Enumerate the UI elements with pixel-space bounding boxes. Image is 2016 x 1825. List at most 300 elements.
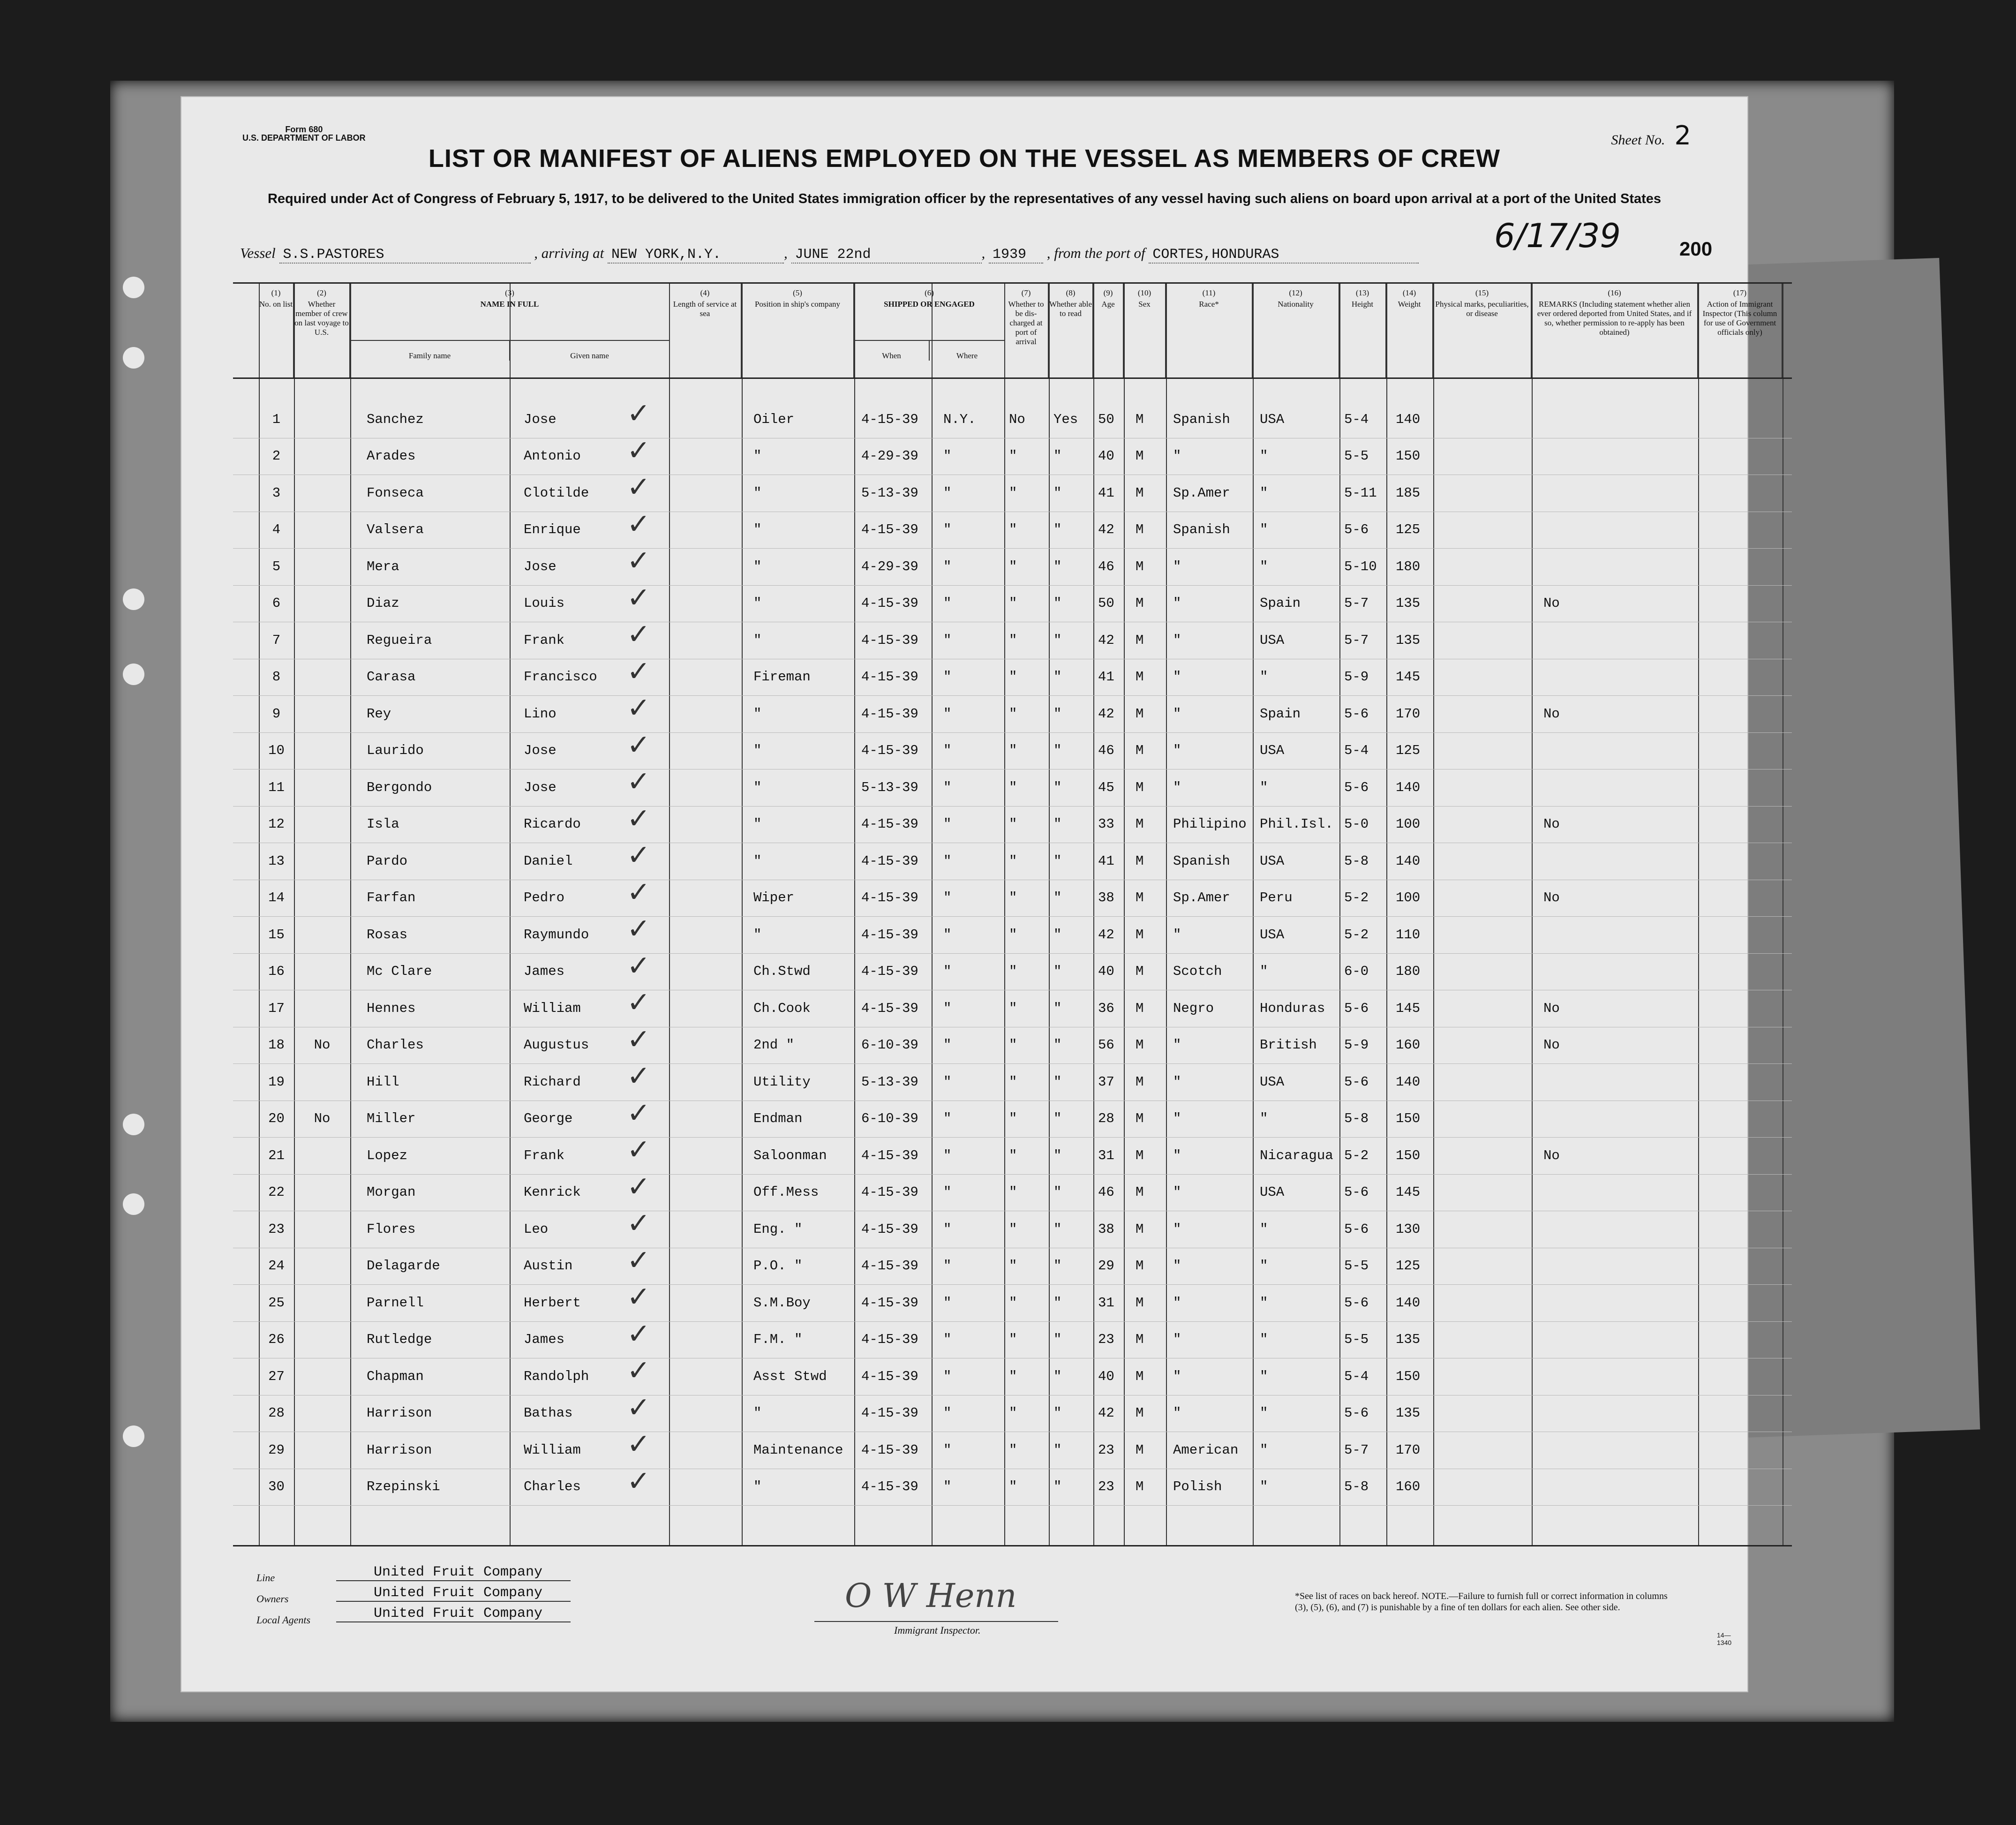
position: P.O. " (753, 1258, 803, 1274)
position: " (753, 927, 762, 943)
discharged: " (1009, 816, 1017, 832)
height: 5-6 (1344, 1184, 1369, 1200)
sex: M (1136, 1442, 1144, 1458)
position: 2nd " (753, 1037, 795, 1053)
family-name: Harrison (367, 1405, 432, 1421)
sex: M (1136, 890, 1144, 906)
discharged: " (1009, 890, 1017, 906)
family-name: Fonseca (367, 485, 424, 501)
able-to-read: " (1053, 779, 1062, 795)
engaged-when: 4-15-39 (861, 706, 918, 722)
remarks: No (1543, 1037, 1560, 1053)
age: 29 (1098, 1258, 1114, 1274)
prev-voyage (294, 1137, 350, 1174)
nationality: " (1260, 964, 1268, 980)
weight: 140 (1396, 853, 1421, 869)
column-header (1093, 284, 1124, 377)
able-to-read: Yes (1053, 411, 1078, 427)
weight: 185 (1396, 485, 1421, 501)
family-name: Isla (367, 816, 399, 832)
sex: M (1136, 816, 1144, 832)
column-label: Race* (1199, 300, 1219, 309)
able-to-read: " (1053, 1258, 1062, 1274)
engaged-when: 4-15-39 (861, 1184, 918, 1200)
table-row (233, 471, 1792, 512)
sex: M (1136, 1479, 1144, 1495)
family-name: Valsera (367, 522, 424, 538)
height: 5-6 (1344, 706, 1369, 722)
column-label: Height (1351, 300, 1374, 309)
prev-voyage (294, 401, 350, 438)
column-label: Position in ship's company (754, 300, 841, 309)
column-label: SHIPPED OR ENGAGED (884, 300, 975, 309)
discharged: " (1009, 448, 1017, 464)
able-to-read: " (1053, 1000, 1062, 1016)
race: " (1173, 1258, 1181, 1274)
column-header (350, 284, 669, 377)
check-mark-icon: ✓ (627, 765, 651, 798)
able-to-read: " (1053, 1479, 1062, 1495)
prev-voyage (294, 659, 350, 696)
prev-voyage (294, 1432, 350, 1469)
given-name: Clotilde (524, 485, 589, 501)
prev-voyage (294, 769, 350, 806)
family-name: Flores (367, 1221, 416, 1237)
discharged: " (1009, 1184, 1017, 1200)
age: 38 (1098, 1221, 1114, 1237)
discharged: " (1009, 1000, 1017, 1016)
family-name: Laurido (367, 743, 424, 759)
column-label: No. on list (259, 300, 293, 309)
binder-hole (123, 1425, 144, 1447)
row-number: 27 (268, 1368, 285, 1384)
age: 41 (1098, 669, 1114, 685)
remarks (1532, 659, 1698, 696)
engaged-when: 4-29-39 (861, 558, 918, 574)
sex: M (1136, 632, 1144, 648)
engaged-where: " (943, 853, 952, 869)
engaged-where: " (943, 927, 952, 943)
discharged: " (1009, 1368, 1017, 1384)
row-number: 30 (268, 1479, 285, 1495)
remarks (1532, 438, 1698, 475)
column-header (1433, 284, 1532, 377)
arrival-year: 1939 (989, 247, 1043, 264)
height: 5-6 (1344, 1074, 1369, 1090)
row-number: 9 (272, 706, 281, 722)
height: 5-5 (1344, 1258, 1369, 1274)
race: Spanish (1173, 853, 1230, 869)
remarks (1532, 622, 1698, 659)
row-number: 4 (272, 522, 281, 538)
discharged: " (1009, 1332, 1017, 1348)
engaged-where: " (943, 706, 952, 722)
height: 5-4 (1344, 1368, 1369, 1384)
age: 40 (1098, 448, 1114, 464)
discharged: " (1009, 596, 1017, 611)
position: " (753, 485, 762, 501)
weight: 125 (1396, 1258, 1421, 1274)
position: " (753, 816, 762, 832)
check-mark-icon: ✓ (627, 692, 651, 724)
sex: M (1136, 1111, 1144, 1127)
nationality: USA (1260, 853, 1285, 869)
column-number: (1) (271, 288, 281, 297)
prev-voyage (294, 1395, 350, 1432)
column-number: (16) (1608, 288, 1621, 297)
nationality: Spain (1260, 706, 1301, 722)
height: 5-9 (1344, 669, 1369, 685)
departure-port: CORTES,HONDURAS (1149, 247, 1419, 264)
given-name: Randolph (524, 1368, 589, 1384)
nationality: " (1260, 669, 1268, 685)
race: Sp.Amer (1173, 485, 1230, 501)
column-number: (6) (925, 288, 934, 297)
row-number: 23 (268, 1221, 285, 1237)
race: " (1173, 743, 1181, 759)
able-to-read: " (1053, 1184, 1062, 1200)
able-to-read: " (1053, 1074, 1062, 1090)
engaged-when: 4-15-39 (861, 927, 918, 943)
check-mark-icon: ✓ (627, 1464, 651, 1498)
race: Spanish (1173, 522, 1230, 538)
sex: M (1136, 927, 1144, 943)
nationality: " (1260, 1295, 1268, 1311)
given-name: Kenrick (524, 1184, 581, 1200)
sex: M (1136, 853, 1144, 869)
position: " (753, 558, 762, 574)
family-name: Chapman (367, 1368, 424, 1384)
prev-voyage (294, 953, 350, 990)
column-header (1124, 284, 1166, 377)
prev-voyage (294, 1174, 350, 1211)
height: 6-0 (1344, 964, 1369, 980)
remarks (1532, 769, 1698, 806)
engaged-where: " (943, 448, 952, 464)
height: 5-7 (1344, 632, 1369, 648)
height: 5-0 (1344, 816, 1369, 832)
column-header (742, 284, 854, 377)
engaged-when: 4-15-39 (861, 1221, 918, 1237)
given-name: William (524, 1000, 581, 1016)
able-to-read: " (1053, 706, 1062, 722)
height: 5-7 (1344, 596, 1369, 611)
column-header (1166, 284, 1253, 377)
race: Polish (1173, 1479, 1222, 1495)
column-label: NAME IN FULL (480, 300, 539, 309)
weight: 140 (1396, 411, 1421, 427)
nationality: " (1260, 1368, 1268, 1384)
check-mark-icon: ✓ (627, 1207, 651, 1240)
table-row (233, 875, 1792, 917)
check-mark-icon: ✓ (627, 581, 651, 614)
column-number: (9) (1103, 288, 1113, 297)
sex: M (1136, 448, 1144, 464)
nationality: " (1260, 1221, 1268, 1237)
able-to-read: " (1053, 485, 1062, 501)
given-name: Pedro (524, 890, 565, 906)
able-to-read: " (1053, 1295, 1062, 1311)
position: " (753, 1479, 762, 1495)
engaged-where: " (943, 1442, 952, 1458)
sex: M (1136, 411, 1144, 427)
position: " (753, 743, 762, 759)
sheet-number: Sheet No. 2 (1611, 121, 1691, 151)
race: " (1173, 1295, 1181, 1311)
check-mark-icon: ✓ (627, 839, 651, 872)
height: 5-2 (1344, 927, 1369, 943)
age: 40 (1098, 1368, 1114, 1384)
engaged-when: 4-15-39 (861, 411, 918, 427)
agents-label: Local Agents (256, 1614, 311, 1626)
height: 5-11 (1344, 485, 1377, 501)
engaged-where: " (943, 1258, 952, 1274)
engaged-where: " (943, 1295, 952, 1311)
column-number: (4) (700, 288, 710, 297)
prev-voyage (294, 585, 350, 622)
family-name: Pardo (367, 853, 408, 869)
weight: 160 (1396, 1037, 1421, 1053)
sex: M (1136, 779, 1144, 795)
column-number: (8) (1066, 288, 1076, 297)
sex: M (1136, 558, 1144, 574)
engaged-where: " (943, 816, 952, 832)
sub-column-label: Where (956, 351, 978, 360)
weight: 150 (1396, 448, 1421, 464)
family-name: Mera (367, 558, 399, 574)
table-row (233, 1133, 1792, 1175)
column-number: (15) (1475, 288, 1489, 297)
nationality: USA (1260, 743, 1285, 759)
race: American (1173, 1442, 1239, 1458)
nationality: USA (1260, 1074, 1285, 1090)
age: 38 (1098, 890, 1114, 906)
height: 5-6 (1344, 1000, 1369, 1016)
table-row (233, 1281, 1792, 1322)
handwritten-date: 6/17/39 (1494, 217, 1621, 255)
given-name: Louis (524, 596, 565, 611)
position: " (753, 522, 762, 538)
engaged-when: 4-15-39 (861, 1405, 918, 1421)
position: Utility (753, 1074, 811, 1090)
department-header (242, 125, 366, 142)
weight: 110 (1396, 927, 1421, 943)
sub-column-label: Given name (570, 351, 609, 360)
remarks (1532, 732, 1698, 769)
family-name: Sanchez (367, 411, 424, 427)
discharged: " (1009, 669, 1017, 685)
crew-table (233, 282, 1792, 1546)
column-label: Action of Immigrant Inspector (This column for use of Government officials only) (1702, 300, 1777, 337)
age: 37 (1098, 1074, 1114, 1090)
remarks: No (1543, 1147, 1560, 1163)
given-name: Augustus (524, 1037, 589, 1053)
able-to-read: " (1053, 853, 1062, 869)
row-number: 24 (268, 1258, 285, 1274)
race: " (1173, 669, 1181, 685)
row-number: 15 (268, 927, 285, 943)
engaged-where: " (943, 1368, 952, 1384)
family-name: Regueira (367, 632, 432, 648)
column-label: Whether member of crew on last voyage to U.S. (294, 300, 349, 337)
engaged-where: " (943, 964, 952, 980)
position: Oiler (753, 411, 795, 427)
height: 5-5 (1344, 1332, 1369, 1348)
discharged: " (1009, 558, 1017, 574)
discharged: " (1009, 1037, 1017, 1053)
table-row (233, 1170, 1792, 1212)
engaged-where: " (943, 1332, 952, 1348)
check-mark-icon: ✓ (627, 1244, 651, 1277)
age: 23 (1098, 1442, 1114, 1458)
nationality: " (1260, 1442, 1268, 1458)
nationality: " (1260, 1111, 1268, 1127)
position: " (753, 632, 762, 648)
weight: 145 (1396, 669, 1421, 685)
able-to-read: " (1053, 1111, 1062, 1127)
height: 5-6 (1344, 1221, 1369, 1237)
discharged: " (1009, 1295, 1017, 1311)
table-row (233, 1023, 1792, 1064)
engaged-where: N.Y. (943, 411, 976, 427)
line-label: Line (256, 1572, 275, 1584)
sex: M (1136, 1405, 1144, 1421)
position: Ch.Cook (753, 1000, 811, 1016)
row-number: 13 (268, 853, 285, 869)
engaged-where: " (943, 1221, 952, 1237)
weight: 150 (1396, 1111, 1421, 1127)
given-name: Charles (524, 1479, 581, 1495)
given-name: George (524, 1111, 573, 1127)
age: 45 (1098, 779, 1114, 795)
inspector-signature: O W Henn (845, 1576, 1017, 1615)
nationality: " (1260, 522, 1268, 538)
height: 5-6 (1344, 1405, 1369, 1421)
table-row (233, 434, 1792, 475)
binder-hole (123, 347, 144, 369)
given-name: Antonio (524, 448, 581, 464)
engaged-when: 4-15-39 (861, 522, 918, 538)
check-mark-icon: ✓ (627, 471, 651, 504)
weight: 150 (1396, 1368, 1421, 1384)
sex: M (1136, 743, 1144, 759)
nationality: Spain (1260, 596, 1301, 611)
race: " (1173, 706, 1181, 722)
nationality: " (1260, 558, 1268, 574)
given-name: Frank (524, 632, 565, 648)
race: " (1173, 1074, 1181, 1090)
sex: M (1136, 706, 1144, 722)
column-header (1532, 284, 1698, 377)
sex: M (1136, 1221, 1144, 1237)
vessel-line: Vessel S.S.PASTORES , arriving at NEW YORK,N.Y. , JUNE 22nd , 1939 , from the port of CORTES,HONDURAS (240, 245, 1693, 264)
age: 42 (1098, 706, 1114, 722)
engaged-where: " (943, 1037, 952, 1053)
given-name: Ricardo (524, 816, 581, 832)
check-mark-icon: ✓ (627, 1317, 651, 1350)
family-name: Arades (367, 448, 416, 464)
manifest-page (181, 96, 1777, 1692)
engaged-when: 4-15-39 (861, 596, 918, 611)
weight: 140 (1396, 1074, 1421, 1090)
age: 40 (1098, 964, 1114, 980)
table-row (233, 1428, 1792, 1469)
race: " (1173, 1037, 1181, 1053)
position: " (753, 853, 762, 869)
column-label: Whether to be dis-charged at port of arrival (1008, 300, 1044, 346)
nationality: Nicaragua (1260, 1147, 1333, 1163)
prev-voyage (294, 512, 350, 549)
weight: 180 (1396, 964, 1421, 980)
family-name: Rey (367, 706, 391, 722)
check-mark-icon: ✓ (627, 1133, 651, 1166)
footer (233, 1553, 1733, 1675)
family-name: Parnell (367, 1295, 424, 1311)
column-number: (10) (1137, 288, 1151, 297)
engaged-when: 6-10-39 (861, 1037, 918, 1053)
weight: 135 (1396, 1332, 1421, 1348)
check-mark-icon: ✓ (627, 1354, 651, 1387)
able-to-read: " (1053, 1405, 1062, 1421)
engaged-when: 6-10-39 (861, 1111, 918, 1127)
column-label: Whether able to read (1049, 300, 1092, 318)
prev-voyage (294, 732, 350, 769)
column-number: (13) (1355, 288, 1369, 297)
height: 5-4 (1344, 743, 1369, 759)
sex: M (1136, 522, 1144, 538)
check-mark-icon: ✓ (627, 1391, 651, 1424)
weight: 130 (1396, 1221, 1421, 1237)
row-number: 12 (268, 816, 285, 832)
weight: 100 (1396, 816, 1421, 832)
sex: M (1136, 1074, 1144, 1090)
race: Sp.Amer (1173, 890, 1230, 906)
engaged-when: 4-15-39 (861, 1000, 918, 1016)
sex: M (1136, 964, 1144, 980)
height: 5-2 (1344, 890, 1369, 906)
engaged-where: " (943, 485, 952, 501)
race: " (1173, 927, 1181, 943)
able-to-read: " (1053, 522, 1062, 538)
column-label: REMARKS (Including statement whether alien ever ordered deported from United States, and if so, whether permission to re-apply has been obtained) (1537, 300, 1692, 337)
able-to-read: " (1053, 448, 1062, 464)
column-number: (14) (1402, 288, 1416, 297)
family-name: Miller (367, 1111, 416, 1127)
discharged: " (1009, 1479, 1017, 1495)
able-to-read: " (1053, 1147, 1062, 1163)
family-name: Hennes (367, 1000, 416, 1016)
engaged-when: 4-29-39 (861, 448, 918, 464)
weight: 100 (1396, 890, 1421, 906)
position: Ch.Stwd (753, 964, 811, 980)
able-to-read: " (1053, 743, 1062, 759)
discharged: " (1009, 743, 1017, 759)
age: 56 (1098, 1037, 1114, 1053)
age: 41 (1098, 485, 1114, 501)
engaged-when: 4-15-39 (861, 1368, 918, 1384)
row-number: 3 (272, 485, 281, 501)
column-header (1698, 284, 1783, 377)
sheet-number-value: 2 (1674, 121, 1691, 151)
owners-value: United Fruit Company (336, 1585, 571, 1602)
race: " (1173, 558, 1181, 574)
position: " (753, 779, 762, 795)
age: 50 (1098, 411, 1114, 427)
remarks: No (1543, 596, 1560, 611)
document-title: LIST OR MANIFEST OF ALIENS EMPLOYED ON THE VESSEL AS MEMBERS OF CREW (428, 144, 1501, 173)
age: 33 (1098, 816, 1114, 832)
header-rule (233, 377, 1792, 379)
